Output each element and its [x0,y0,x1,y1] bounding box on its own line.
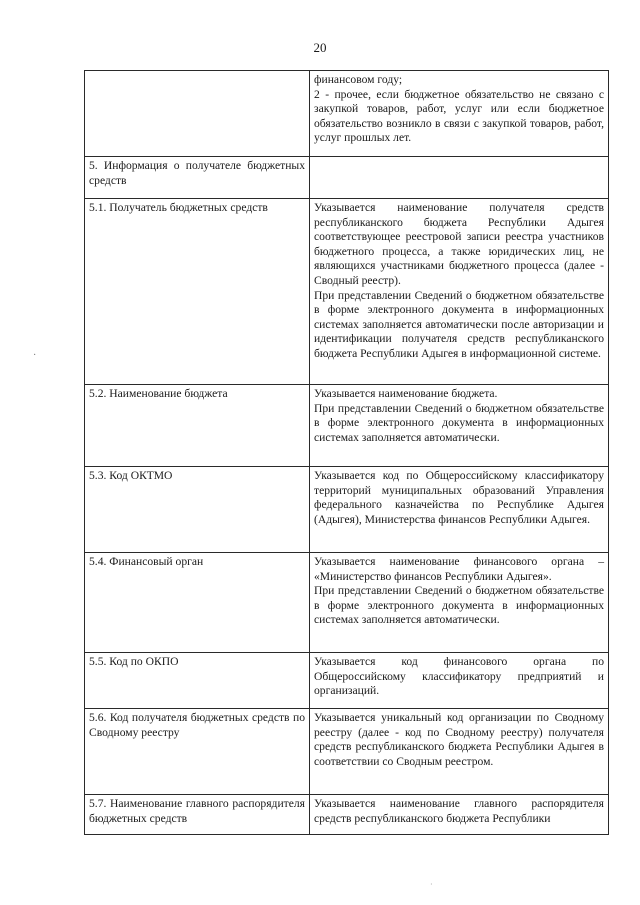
description-paragraph: Указывается наименование финансового органа – «Министерство финансов Республики Адыгея». [314,555,604,583]
table-row [85,157,609,199]
field-name-cell [85,467,310,553]
requirements-table-body [85,71,609,835]
table-row [85,653,609,709]
field-name: 5.1. Получатель бюджетных средств [89,201,268,214]
field-description-cell [310,653,609,709]
description-paragraph: При представлении Сведений о бюджетном обязательстве в форме электронного документа в информационных системах заполняется автоматически после авторизации и идентификации получателя средств республиканского бюджета Республики Адыгея в информационной системе. [314,288,604,360]
field-name: 5.3. Код ОКТМО [89,469,173,482]
field-name-cell [85,157,310,199]
field-description-cell [310,553,609,653]
table-row [85,385,609,467]
description-paragraph: Указывается наименование бюджета. [314,387,498,400]
field-description-cell [310,71,609,157]
table-row [85,553,609,653]
field-name: 5.6. Код получателя бюджетных средств по Сводному реестру [89,711,305,739]
field-description-cell [310,709,609,795]
field-description-cell [310,467,609,553]
description-paragraph: 2 - прочее, если бюджетное обязательство не связано с закупкой товаров, работ, услуг или если бюджетное обязательство возникло в связи с закупкой товаров, работ, услуг прошлых лет. [314,87,604,145]
table-row [85,467,609,553]
field-name-cell [85,653,310,709]
field-name: 5.4. Финансовый орган [89,555,204,568]
description-paragraph: При представлении Сведений о бюджетном обязательстве в форме электронного документа в информационных системах заполняется автоматически. [314,584,604,627]
field-name: 5.2. Наименование бюджета [89,387,228,400]
field-name-cell [85,71,310,157]
field-name-cell [85,385,310,467]
scan-artifact: · [430,880,433,889]
field-name: 5.5. Код по ОКПО [89,655,179,668]
requirements-table [84,70,609,835]
description-paragraph: Указывается наименование главного распорядителя средств республиканского бюджета Республики [314,797,604,825]
table-row [85,709,609,795]
description-paragraph: Указывается уникальный код организации по Сводному реестру (далее - код по Сводному реестру) получателя средств республиканского бюджета Республики Адыгея в соответствии со Сводным реестром. [314,711,604,768]
section-heading: 5. Информация о получателе бюджетных средств [89,159,305,187]
field-name-cell [85,795,310,835]
description-paragraph: При представлении Сведений о бюджетном обязательстве в форме электронного документа в информационных системах заполняется автоматически. [314,401,604,444]
scan-artifact: · [33,350,37,361]
field-description-cell [310,157,609,199]
field-description-cell [310,795,609,835]
description-paragraph: Указывается наименование получателя средств республиканского бюджета Республики Адыгея соответствующее реестровой записи реестра участников бюджетного процесса, а также юридических лиц, не являющихся участниками бюджетного процесса (далее - Сводный реестр). [314,201,604,287]
table-row [85,795,609,835]
description-paragraph: Указывается код по Общероссийскому классификатору территорий муниципальных образований Управления федерального казначейства по Республике Адыгея (Адыгея), Министерства финансов Республики Адыгея. [314,469,604,526]
field-name-cell [85,199,310,385]
field-description-cell [310,199,609,385]
page-number: 20 [313,40,327,55]
field-name-cell [85,553,310,653]
description-paragraph: финансовом году; [314,73,403,86]
description-paragraph: Указывается код финансового органа по Общероссийскому классификатору предприятий и организаций. [314,655,604,698]
table-row [85,71,609,157]
table-row [85,199,609,385]
field-name: 5.7. Наименование главного распорядителя бюджетных средств [89,797,305,825]
field-description-cell [310,385,609,467]
field-name-cell [85,709,310,795]
